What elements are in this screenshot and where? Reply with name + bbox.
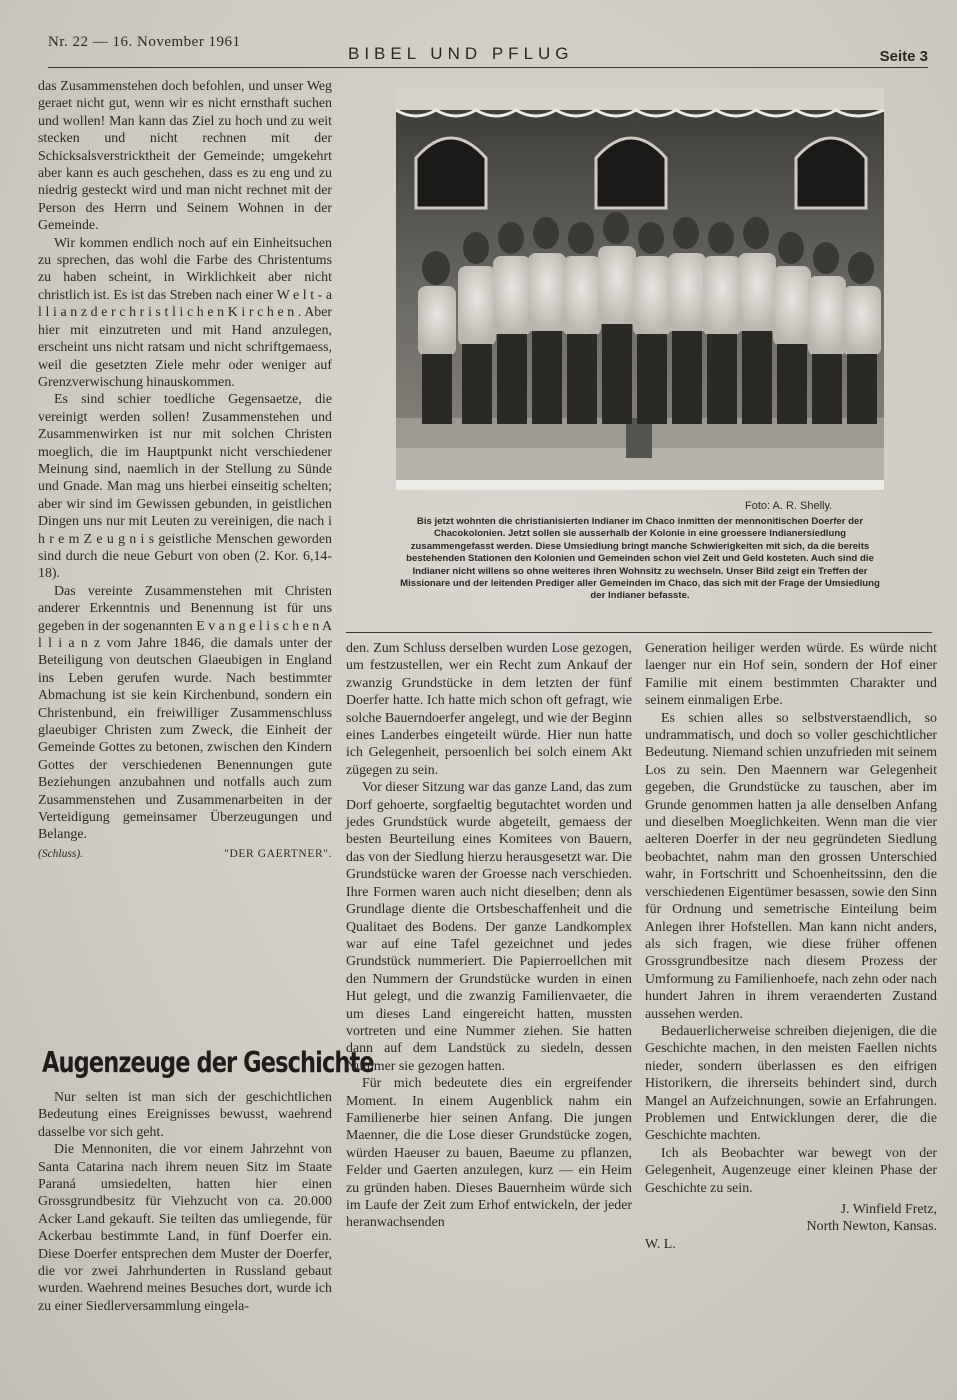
- author-name: J. Winfield Fretz,: [840, 1202, 937, 1217]
- paragraph: Nur selten ist man sich der geschichtlichen Bedeutung eines Ereignisses bewusst, waehrend dasselbe vor sich geht.: [38, 1090, 332, 1140]
- article-column-1: [38, 1089, 332, 1315]
- paragraph: Generation heiliger werden würde. Es würde nicht laenger nur ein Hof sein, sondern der Hof einer Familie mit einem bestimmten Charakter und seinem einmaligen Erbe.: [645, 641, 937, 709]
- page-header: [48, 32, 928, 68]
- paragraph: Wir kommen endlich noch auf ein Einheitsuchen zu sprechen, das wohl die Farbe des Christentums zu haben scheint, in Wirklichkeit aber nicht christlich ist. Es ist das Streben nach einer W e l t - a l l i a n z d e r c h r i s t l i c h e n K i r c h e n . Aber hier mit einzutreten und mit Hand anzulegen, erscheint uns nicht ratsam und nicht schriftgemaess, weil die gesetzten Ziele mehr oder weniger auf Grenzverwischung hinauskommen.: [38, 235, 332, 390]
- photo-caption: Bis jetzt wohnten die christianisierten Indianer im Chaco inmitten der mennonitischen Doerfer der Chacokolonien. Jetzt sollen sie ausserhalb der Kolonie in eine groessere Indianersiedlung zusammengefasst werden. Diese Umsiedlung bringt manche Schwierigkeiten mit sich, da die bereits bestehenden Stationen den Kolonien und Gemeinden schon viel Zeit und Geld kosteten. Auch sind die Indianer nicht willens so ohne weiteres ihren Wohnsitz zu wechseln. Unser Bild zeigt ein Treffen der Missionare und der leitenden Prediger aller Gemeinden im Chaco, das sich mit der Frage der Umsiedlung der Indianer befasste.: [400, 516, 880, 602]
- paragraph: Das vereinte Zusammenstehen mit Christen anderer Erkenntnis und Benennung ist für uns gegeben in der sogenannten E v a n g e l i s c h e n A l l i a n z vom Jahre 1846, die damals unter der Beteiligung von deutschen Glaeubigen in England ins Leben gerufen wurde. Nach bestimmter Abmachung ist sie kein Kirchenbund, sondern ein Christenbund, ein freiwilliger Zusammenschluss glaeubiger Christen zum Zweck, die Einheit der Gemeinde Gottes zu betonen, zwischen den Kindern Gottes der verschiedenen Benennungen gute Beziehungen anzubahnen und notfalls auch zum Zusammenstehen und Zusammenarbeiten in der Verteidigung gemeinsamer Überzeugungen und Belange.: [38, 583, 332, 843]
- paragraph: Für mich bedeutete dies ein ergreifender Moment. In einem Augenblick nahm ein Familienerbe hier seinen Anfang. Die jungen Maenner, die die Lose dieser Grundstücke zogen, würden Haeuser zu bauen, Baeume zu pflanzen, Felder und Gaerten anzulegen, kurz — ein Heim zu gründen haben. Dieses Bauernheim würde sich im Laufe der Zeit zum Erhof entwickeln, der jeder heranwachsenden: [346, 1076, 632, 1231]
- header-rule: [48, 67, 928, 68]
- section-rule: [346, 632, 932, 633]
- end-note: (Schluss).: [38, 847, 84, 860]
- author-line: [645, 1218, 937, 1235]
- paragraph: Bedauerlicherweise schreiben diejenigen, die die Geschichte machen, in den meisten Faellen nichts nieder, sondern überlassen es den eifrigen Historikern, die ihrerseits behindert sind, durch Mangel an Aufzeichnungen, sowie an Erfahrungen. Problemen und Entwicklungen derer, die die Geschichte machten.: [645, 1023, 937, 1144]
- paragraph: Die Mennoniten, die vor einem Jahrzehnt von Santa Catarina nach ihrem neuen Sitz im Staate Paraná umsiedelten, hatten hier einen Grossgrundbesitz für Viehzucht von ca. 20.000 Acker Land gekauft. Sie teilten das umliegende, für Ackerbau bestimmte Land, in fünf Doerfer ein. Diese Doerfer entsprechen dem Muster der Doerfer, die vor zwei Jahrhunderten in Russland gebaut wurden. Waehrend meines Besuches dort, wurde ich zu einer Siedlerversammlung eingela-: [38, 1142, 332, 1314]
- article-headline: Augenzeuge der Geschichte: [42, 1047, 374, 1080]
- paragraph: Es schien alles so selbstverstaendlich, so undrammatisch, und doch so voller geschichtlicher Bedeutung. Niemand schien unzufrieden mit seinem Los zu sein. Den Maennern war Gelegenheit gegeben, die Grundstücke zu tauschen, aber im Grunde genommen hatten ja alle denselben Anfang und dieselben Moeglichkeiten. Wenn man die vier aelteren Doerfer in der neu gegründeten Siedlung beobachtet, nahm man den grossen Unterschied wahr, in Fortschritt und Schoenheitssinn, den die verschiedenen Eigentümer besassen, sowie den Sinn für Ordnung und semetrische Einteilung beim Anlegen ihrer Hofstellen. Man kann nicht anders, als sich fragen, wie diese früher offenen Grossgrundbesitze nach diesem Prozess der Umformung zu Familienhoefe, nach zehn oder nach hundert Jahren in ihrem veraenderten Zustand aussehen werden.: [645, 710, 937, 1022]
- paragraph: Es sind schier toedliche Gegensaetze, die vereinigt werden sollen! Zusammenstehen und Zusammenwirken ist nur mit solchen Christen moeglich, die im Hauptpunkt nicht verschiedener Meinung sind, naemlich in der Stellung zu Sünde und Gnade. Man mag uns hierbei einseitig schelten; aber wir sind im Gewissen gebunden, in geistlichen Dingen uns nur mit Leuten zu vereinigen, die nach i h r e m Z e u g n i s geistliche Menschen geworden sind durch die neue Geburt von oben (2. Kor. 6,14-18).: [38, 392, 332, 582]
- article-signature: [38, 846, 332, 863]
- paragraph: das Zusammenstehen doch befohlen, und unser Weg geraet nicht gut, wenn wir es nicht ernsthaft suchen und wollen! Man kann das Ziel zu hoch und zu weit stecken und nicht rechnen mit der Schicksalsverstricktheit der Gemeinde; umgekehrt aber kann es auch geschehen, dass es zu eng und zu niedrig gesteckt wird und man nicht rechnet mit der Person des Herrn und Seinem Wohnen in der Gemeinde.: [38, 79, 332, 234]
- article-source: "DER GAERTNER".: [224, 847, 332, 860]
- paragraph: Vor dieser Sitzung war das ganze Land, das zum Dorf gehoerte, sorgfaeltig begutachtet worden und jedes Grundstück wurde abgeteilt, gemaess der besten Beurteilung eines Komitees von Bauern, das von der Siedlung hierzu herausgesetzt war. Die Grundstücke waren der Groesse nach verschieden. Ihre Formen waren auch nicht dieselben; denn als Grundlage diente die Ortsbeschaffenheit und die Qualitaet des Bodens. Der ganze Landkomplex war auf eine Tafel gezeichnet und jedes Grundstück nummeriert. Die Papierroellchen mit den Nummern der Grundstücke wurden in einen Hut gelegt, und die zwanzig Familienvaeter, die um dieses Land eingereicht hatten, mussten vortreten und eine Nummer ziehen. Sie hatten dann auf dem Landstück zu siedeln, dessen Nummer sie gezogen hatten.: [346, 780, 632, 1074]
- paragraph: Ich als Beobachter war bewegt von der Gelegenheit, Augenzeuge einer kleinen Phase der Geschichte zu sein.: [645, 1145, 937, 1196]
- author-place: North Newton, Kansas.: [806, 1219, 937, 1235]
- author-initials: W. L.: [645, 1236, 676, 1252]
- newspaper-title: BIBEL UND PFLUG: [348, 44, 574, 63]
- paragraph: den. Zum Schluss derselben wurden Lose gezogen, um festzustellen, wer ein Recht zum Ankauf der zwanzig Grundstücke in dem letzten der fünf Doerfer hatte. Ich hatte mich schon oft gefragt, wie solche Bauerndoerfer angelegt, und wie der Beginn eines Landerbes eingeteilt würde. Hier nun hatte ich Gelegenheit, persoenlich bei solch einem Akt zügegen zu sein.: [346, 641, 632, 778]
- article-column-3: [645, 640, 937, 1253]
- page-number: Seite 3: [879, 48, 928, 65]
- photo-credit: Foto: A. R. Shelly.: [745, 500, 833, 512]
- article-continuation: [38, 78, 332, 863]
- article-column-2: [346, 640, 632, 1232]
- issue-date: Nr. 22 — 16. November 1961: [48, 34, 241, 50]
- group-photo: [396, 88, 884, 490]
